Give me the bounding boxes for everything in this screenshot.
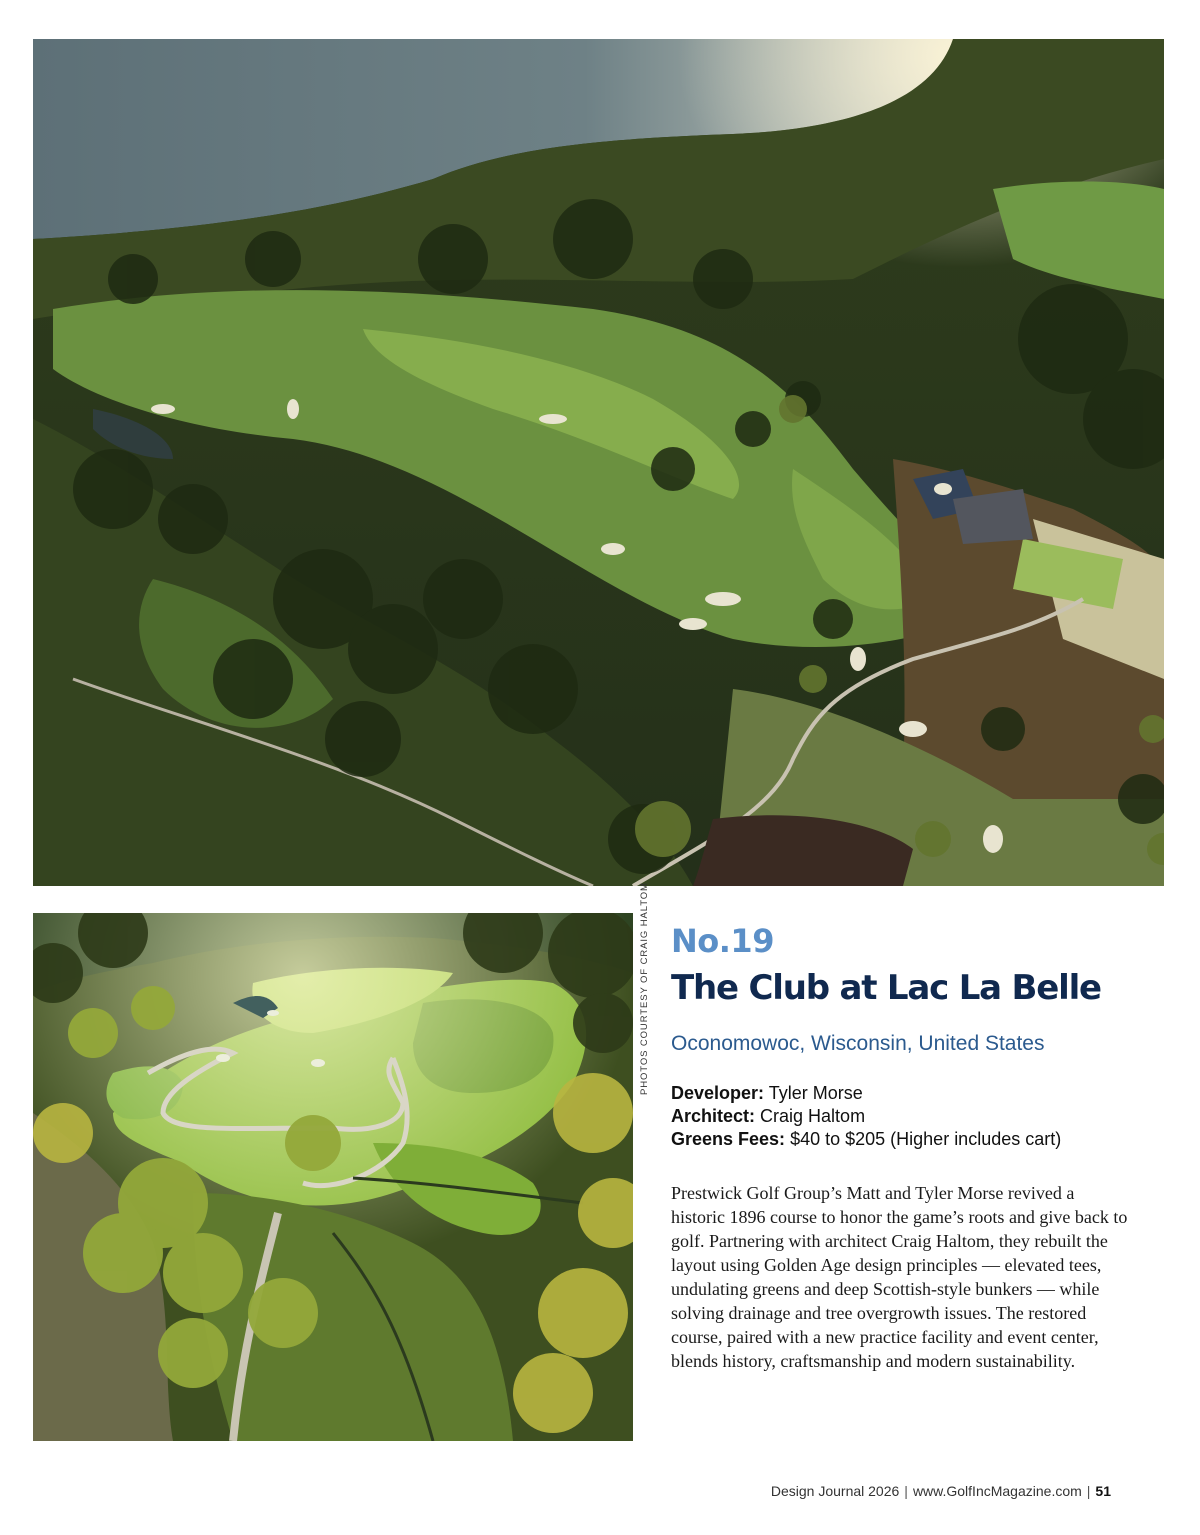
fact-developer bbox=[671, 1082, 1061, 1105]
footer-divider: | bbox=[904, 1483, 908, 1499]
article-paragraph: Prestwick Golf Group’s Matt and Tyler Morse revived a historic 1896 course to honor the game’s roots and give back to golf. Partnering with architect Craig Haltom, they rebuilt the layout using Golden Age design principles — elevated tees, undulating greens and deep Scottish-style bunkers — while solving drainage and tree overgrowth issues. The restored course, paired with a new practice facility and event center, blends history, craftsmanship and modern sustainability. bbox=[671, 1183, 1128, 1371]
fact-label: Developer: bbox=[671, 1083, 765, 1103]
ranking-number: No.19 bbox=[671, 922, 774, 960]
photo-credit-text: PHOTOS COURTESY OF CRAIG HALTOM bbox=[639, 882, 650, 1095]
club-location: Oconomowoc, Wisconsin, United States bbox=[671, 1032, 1045, 1055]
club-name-heading: The Club at Lac La Belle bbox=[671, 968, 1101, 1008]
fact-architect bbox=[671, 1105, 1061, 1128]
article-body bbox=[671, 1181, 1131, 1373]
photo-credit bbox=[637, 882, 651, 1095]
hero-aerial-photo bbox=[33, 39, 1164, 886]
page-footer bbox=[771, 1483, 1111, 1499]
fact-value: Tyler Morse bbox=[768, 1083, 863, 1103]
aerial-fairway-image bbox=[33, 913, 633, 1441]
page-number: 51 bbox=[1095, 1483, 1111, 1499]
club-facts bbox=[671, 1082, 1061, 1151]
aerial-course-lake-image bbox=[33, 39, 1164, 886]
fact-label: Greens Fees: bbox=[671, 1129, 786, 1149]
fact-value: $40 to $205 (Higher includes cart) bbox=[790, 1129, 1062, 1149]
hole-aerial-photo bbox=[33, 913, 633, 1441]
website-link[interactable]: www.GolfIncMagazine.com bbox=[912, 1483, 1082, 1499]
footer-divider: | bbox=[1086, 1483, 1091, 1499]
fact-value: Craig Haltom bbox=[760, 1106, 866, 1126]
fact-label: Architect: bbox=[671, 1106, 756, 1126]
publication-name: Design Journal 2026 bbox=[770, 1483, 900, 1499]
fact-greens-fees bbox=[671, 1128, 1061, 1151]
